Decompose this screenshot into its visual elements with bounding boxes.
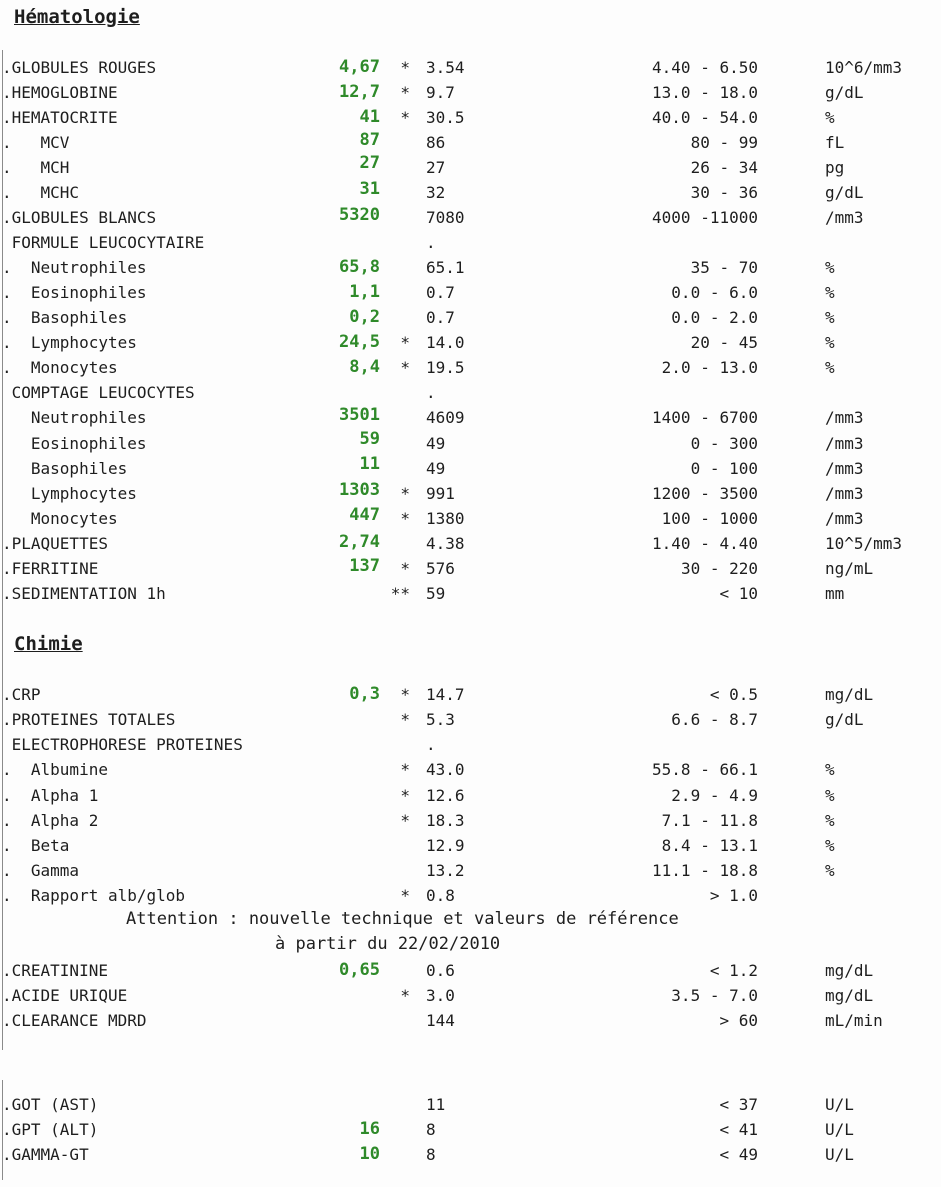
test-name: Basophiles (2, 459, 128, 478)
handwritten-value: 137 (349, 556, 380, 576)
unit: % (825, 358, 835, 377)
result-value: 9.7 (426, 83, 455, 102)
result-value: 0.7 (426, 283, 455, 302)
unit: mg/dL (825, 685, 874, 704)
test-name: . MCV (2, 133, 70, 152)
reference-range: 26 - 34 (690, 158, 758, 177)
result-value: 32 (426, 183, 446, 202)
test-name: . Monocytes (2, 358, 118, 377)
handwritten-value: 65,8 (339, 257, 380, 277)
test-name: COMPTAGE LEUCOCYTES (2, 383, 195, 402)
unit: U/L (825, 1095, 854, 1114)
test-name: . Rapport alb/glob (2, 886, 186, 905)
result-value: 144 (426, 1011, 455, 1030)
reference-range: 30 - 220 (680, 559, 758, 578)
unit: U/L (825, 1145, 854, 1164)
result-value: 59 (426, 584, 446, 603)
handwritten-value: 5320 (339, 205, 380, 225)
handwritten-value: 2,74 (339, 532, 380, 552)
reference-range: 100 - 1000 (661, 509, 758, 528)
reference-range: 3.5 - 7.0 (671, 986, 758, 1005)
handwritten-value: 12,7 (339, 82, 380, 102)
test-name: . Gamma (2, 861, 80, 880)
unit: % (825, 811, 835, 830)
unit: mm (825, 584, 845, 603)
reference-range: < 10 (719, 584, 758, 603)
reference-range: 2.0 - 13.0 (661, 358, 758, 377)
result-value: . (426, 383, 436, 402)
reference-range: < 0.5 (709, 685, 758, 704)
test-name: Monocytes (2, 509, 118, 528)
result-value: 3.0 (426, 986, 455, 1005)
section-title-hematologie: Hématologie (14, 6, 140, 28)
handwritten-value: 31 (359, 179, 380, 199)
reference-range: 80 - 99 (690, 133, 758, 152)
handwritten-value: 41 (359, 107, 380, 127)
reference-range: 8.4 - 13.1 (661, 836, 758, 855)
unit: % (825, 786, 835, 805)
reference-range: < 49 (719, 1145, 758, 1164)
handwritten-value: 8,4 (349, 357, 380, 377)
result-value: 7080 (426, 208, 465, 227)
handwritten-value: 16 (359, 1119, 380, 1139)
result-value: 0.7 (426, 308, 455, 327)
reference-range: 40.0 - 54.0 (652, 108, 758, 127)
test-name: . MCHC (2, 183, 80, 202)
reference-range: < 41 (719, 1120, 758, 1139)
unit: mg/dL (825, 961, 874, 980)
reference-range: 7.1 - 11.8 (661, 811, 758, 830)
test-name: . Lymphocytes (2, 333, 137, 352)
unit: /mm3 (825, 484, 864, 503)
abnormal-flag: * (400, 358, 410, 377)
unit: g/dL (825, 83, 864, 102)
test-name: .CREATININE (2, 961, 108, 980)
unit: % (825, 760, 835, 779)
result-value: 43.0 (426, 760, 465, 779)
unit: % (825, 108, 835, 127)
result-value: 49 (426, 459, 446, 478)
abnormal-flag: * (400, 58, 410, 77)
test-name: . Neutrophiles (2, 258, 147, 277)
result-value: 18.3 (426, 811, 465, 830)
result-value: 3.54 (426, 58, 465, 77)
abnormal-flag: * (400, 108, 410, 127)
unit: /mm3 (825, 408, 864, 427)
test-name: .GLOBULES ROUGES (2, 58, 157, 77)
test-name: .CRP (2, 685, 41, 704)
handwritten-value: 0,65 (339, 960, 380, 980)
abnormal-flag: * (400, 83, 410, 102)
test-name: .PLAQUETTES (2, 534, 108, 553)
reference-range: 0.0 - 2.0 (671, 308, 758, 327)
unit: 10^6/mm3 (825, 58, 903, 77)
result-value: 14.7 (426, 685, 465, 704)
test-name: . MCH (2, 158, 70, 177)
abnormal-flag: * (400, 811, 410, 830)
test-name: FORMULE LEUCOCYTAIRE (2, 233, 205, 252)
unit: mL/min (825, 1011, 883, 1030)
result-value: 576 (426, 559, 455, 578)
result-value: 27 (426, 158, 446, 177)
abnormal-flag: * (400, 886, 410, 905)
test-name: ELECTROPHORESE PROTEINES (2, 735, 243, 754)
test-name: . Beta (2, 836, 70, 855)
abnormal-flag: ** (390, 584, 410, 603)
test-name: .GPT (ALT) (2, 1120, 99, 1139)
test-name: .PROTEINES TOTALES (2, 710, 176, 729)
handwritten-value: 3501 (339, 405, 380, 425)
reference-range: 35 - 70 (690, 258, 758, 277)
abnormal-flag: * (400, 986, 410, 1005)
unit: fL (825, 133, 845, 152)
unit: g/dL (825, 710, 864, 729)
test-name: Lymphocytes (2, 484, 137, 503)
test-name: .SEDIMENTATION 1h (2, 584, 166, 603)
result-value: 13.2 (426, 861, 465, 880)
test-name: .ACIDE URIQUE (2, 986, 128, 1005)
abnormal-flag: * (400, 559, 410, 578)
abnormal-flag: * (400, 710, 410, 729)
result-value: . (426, 233, 436, 252)
unit: U/L (825, 1120, 854, 1139)
unit: /mm3 (825, 208, 864, 227)
abnormal-flag: * (400, 685, 410, 704)
result-value: 4.38 (426, 534, 465, 553)
handwritten-value: 0,2 (349, 307, 380, 327)
test-name: . Basophiles (2, 308, 128, 327)
reference-range: 13.0 - 18.0 (652, 83, 758, 102)
reference-range: 4.40 - 6.50 (652, 58, 758, 77)
result-value: 0.8 (426, 886, 455, 905)
result-value: 4609 (426, 408, 465, 427)
reference-range: > 1.0 (709, 886, 758, 905)
handwritten-value: 10 (359, 1144, 380, 1164)
handwritten-value: 27 (359, 153, 380, 173)
technique-notice-date: à partir du 22/02/2010 (275, 934, 501, 954)
test-name: Neutrophiles (2, 408, 147, 427)
handwritten-value: 24,5 (339, 332, 380, 352)
handwritten-value: 87 (359, 130, 380, 150)
reference-range: < 37 (719, 1095, 758, 1114)
result-value: 1380 (426, 509, 465, 528)
unit: pg (825, 158, 845, 177)
test-name: .HEMOGLOBINE (2, 83, 118, 102)
unit: % (825, 283, 835, 302)
result-value: . (426, 735, 436, 754)
test-name: . Albumine (2, 760, 108, 779)
result-value: 30.5 (426, 108, 465, 127)
result-value: 19.5 (426, 358, 465, 377)
reference-range: < 1.2 (709, 961, 758, 980)
result-value: 65.1 (426, 258, 465, 277)
handwritten-value: 1303 (339, 480, 380, 500)
unit: /mm3 (825, 509, 864, 528)
reference-range: 0 - 300 (690, 434, 758, 453)
unit: % (825, 258, 835, 277)
abnormal-flag: * (400, 484, 410, 503)
handwritten-value: 447 (349, 505, 380, 525)
abnormal-flag: * (400, 333, 410, 352)
abnormal-flag: * (400, 509, 410, 528)
reference-range: 6.6 - 8.7 (671, 710, 758, 729)
reference-range: 30 - 36 (690, 183, 758, 202)
test-name: .GLOBULES BLANCS (2, 208, 157, 227)
unit: mg/dL (825, 986, 874, 1005)
result-value: 49 (426, 434, 446, 453)
unit: % (825, 333, 835, 352)
technique-notice: Attention : nouvelle technique et valeurs de référence (126, 909, 679, 929)
test-name: .CLEARANCE MDRD (2, 1011, 147, 1030)
result-value: 991 (426, 484, 455, 503)
reference-range: 55.8 - 66.1 (652, 760, 758, 779)
result-value: 86 (426, 133, 446, 152)
result-value: 5.3 (426, 710, 455, 729)
reference-range: 1200 - 3500 (652, 484, 758, 503)
reference-range: 2.9 - 4.9 (671, 786, 758, 805)
test-name: .GOT (AST) (2, 1095, 99, 1114)
handwritten-value: 1,1 (349, 282, 380, 302)
abnormal-flag: * (400, 786, 410, 805)
result-value: 8 (426, 1120, 436, 1139)
test-name: Eosinophiles (2, 434, 147, 453)
unit: /mm3 (825, 434, 864, 453)
result-value: 8 (426, 1145, 436, 1164)
reference-range: > 60 (719, 1011, 758, 1030)
reference-range: 4000 -11000 (652, 208, 758, 227)
unit: ng/mL (825, 559, 874, 578)
handwritten-value: 0,3 (349, 684, 380, 704)
unit: % (825, 861, 835, 880)
result-value: 14.0 (426, 333, 465, 352)
unit: % (825, 836, 835, 855)
test-name: . Alpha 1 (2, 786, 99, 805)
test-name: . Alpha 2 (2, 811, 99, 830)
test-name: . Eosinophiles (2, 283, 147, 302)
test-name: .FERRITINE (2, 559, 99, 578)
result-value: 11 (426, 1095, 446, 1114)
reference-range: 1.40 - 4.40 (652, 534, 758, 553)
handwritten-value: 59 (359, 429, 380, 449)
unit: % (825, 308, 835, 327)
result-value: 0.6 (426, 961, 455, 980)
reference-range: 0 - 100 (690, 459, 758, 478)
handwritten-value: 11 (359, 454, 380, 474)
section-title-chimie: Chimie (14, 633, 83, 655)
test-name: .GAMMA-GT (2, 1145, 89, 1164)
reference-range: 20 - 45 (690, 333, 758, 352)
reference-range: 0.0 - 6.0 (671, 283, 758, 302)
result-value: 12.9 (426, 836, 465, 855)
test-name: .HEMATOCRITE (2, 108, 118, 127)
result-value: 12.6 (426, 786, 465, 805)
unit: 10^5/mm3 (825, 534, 903, 553)
unit: /mm3 (825, 459, 864, 478)
reference-range: 11.1 - 18.8 (652, 861, 758, 880)
unit: g/dL (825, 183, 864, 202)
handwritten-value: 4,67 (339, 57, 380, 77)
abnormal-flag: * (400, 760, 410, 779)
reference-range: 1400 - 6700 (652, 408, 758, 427)
